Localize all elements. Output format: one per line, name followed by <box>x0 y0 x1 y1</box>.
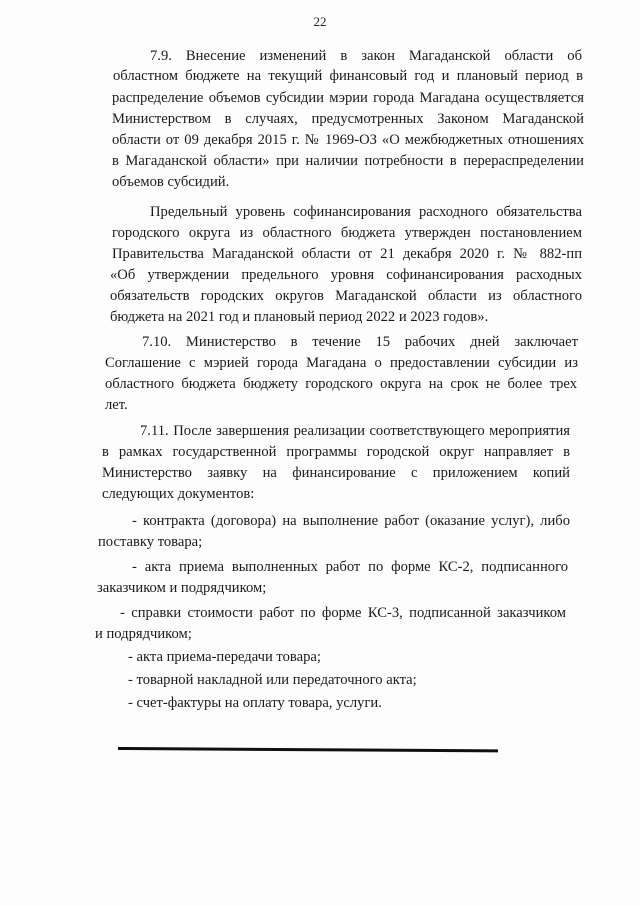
text-line: следующих документов: <box>102 486 255 502</box>
text-line: Правительства Магаданской области от 21 декабря 2020 г. № 882-пп <box>112 246 582 262</box>
text-line: Предельный уровень софинансирования расходного обязательства <box>150 204 582 220</box>
text-line: и подрядчиком; <box>95 626 192 642</box>
list-item: - акта приема выполненных работ по форме КС-2, подписанного <box>132 559 568 575</box>
list-item: - контракта (договора) на выполнение работ (оказание услуг), либо <box>132 513 570 529</box>
list-item: - счет-фактуры на оплату товара, услуги. <box>128 695 382 711</box>
text-line: областного бюджета бюджету городского округа на срок не более трех <box>105 376 577 392</box>
text-line: «Об утверждении предельного уровня софинансирования расходных <box>110 267 582 283</box>
page-number: 22 <box>313 14 327 29</box>
text-line: областном бюджете на текущий финансовый год и плановый период в <box>113 68 583 84</box>
text-line: заказчиком и подрядчиком; <box>97 580 267 596</box>
text-line: Соглашение с мэрией города Магадана о предоставлении субсидии из <box>105 355 578 371</box>
text-line: поставку товара; <box>98 534 203 550</box>
list-item: - товарной накладной или передаточного акта; <box>128 672 417 688</box>
text-line: обязательств городских округов Магаданской области из областного <box>110 288 582 304</box>
text-line: в рамках государственной программы городской округ направляет в <box>102 444 570 460</box>
text-line: 7.9. Внесение изменений в закон Магаданской области об <box>150 48 582 64</box>
text-line: Министерство заявку на финансирование с приложением копий <box>102 465 570 481</box>
text-line: 7.11. После завершения реализации соответствующего мероприятия <box>140 423 570 439</box>
text-line: распределение объемов субсидии мэрии города Магадана осуществляется <box>112 90 584 106</box>
text-line: 7.10. Министерство в течение 15 рабочих дней заключает <box>142 334 578 350</box>
list-item: - справки стоимости работ по форме КС-3, подписанной заказчиком <box>120 605 566 621</box>
separator-line <box>118 747 498 752</box>
text-line: бюджета на 2021 год и плановый период 2022 и 2023 годов». <box>110 309 489 325</box>
text-line: в Магаданской области» при наличии потребности в перераспределении <box>112 153 584 169</box>
text-line: Министерством в случаях, предусмотренных Законом Магаданской <box>112 111 584 127</box>
text-line: лет. <box>105 397 128 413</box>
text-line: области от 09 декабря 2015 г. № 1969-ОЗ «О межбюджетных отношениях <box>112 132 584 148</box>
list-item: - акта приема-передачи товара; <box>128 649 321 665</box>
text-line: городского округа из областного бюджета утвержден постановлением <box>112 225 582 241</box>
text-line: объемов субсидий. <box>112 174 230 190</box>
